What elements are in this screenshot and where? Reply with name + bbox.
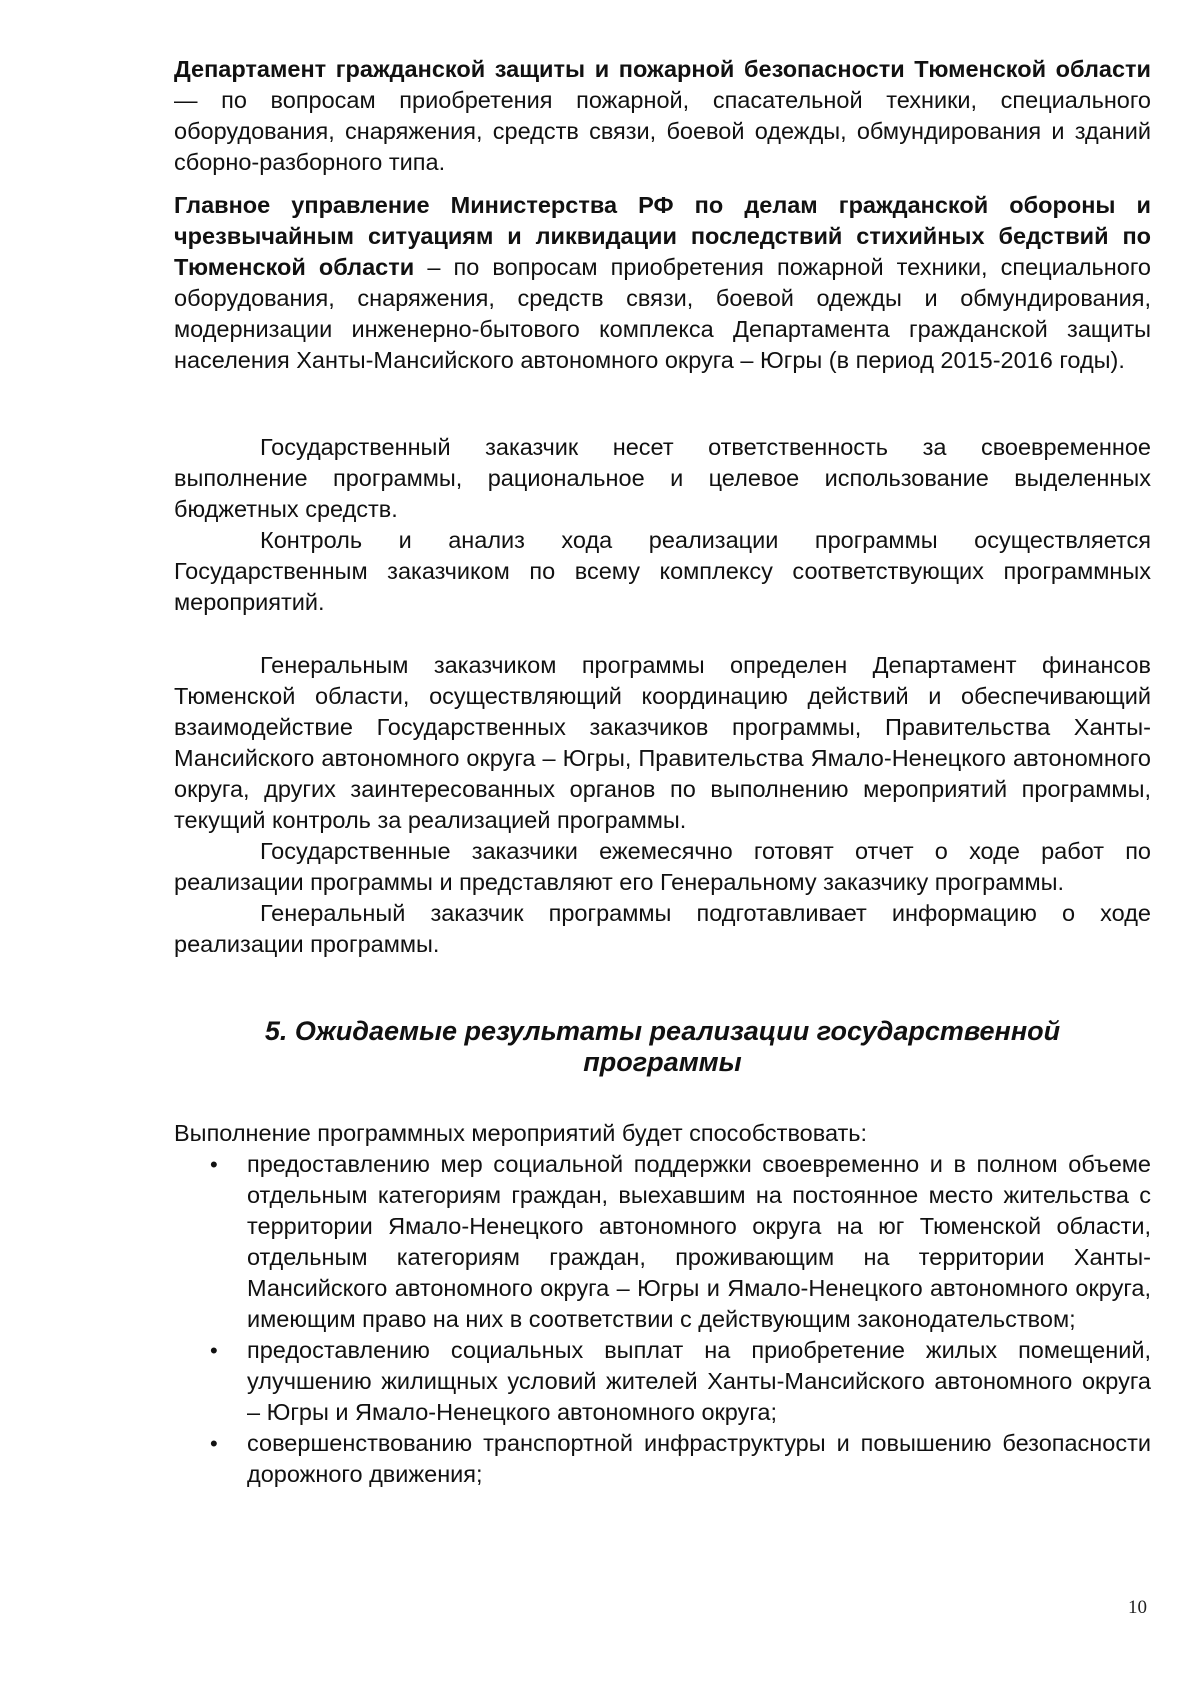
document-page bbox=[174, 54, 1151, 1490]
spacer bbox=[174, 618, 1151, 650]
paragraph-responsibility: Государственный заказчик несет ответственность за своевременное выполнение программы, рациональное и целевое использование выделенных бюджетных средств. bbox=[174, 434, 1151, 522]
intro-paragraph-civil-protection bbox=[174, 54, 1151, 178]
page-number: 10 bbox=[1128, 1597, 1147, 1618]
org-description: — по вопросам приобретения пожарной, спасательной техники, специального оборудования, снаряжения, средств связи, боевой одежды, обмундирования и зданий сборно-разборного типа. bbox=[174, 87, 1151, 175]
paragraph-monthly-report: Государственные заказчики ежемесячно готовят отчет о ходе работ по реализации программы и представляют его Генеральному заказчику программы. bbox=[174, 838, 1151, 895]
org-description: – по вопросам приобретения пожарной техники, специального оборудования, снаряжения, средств связи, боевой одежды и обмундирования, модернизации инженерно-бытового комплекса Департамента гражданской защиты населения Ханты-Мансийского автономного округа – Югры (в период 2015-2016 годы). bbox=[174, 254, 1151, 373]
list-item bbox=[174, 1149, 1151, 1335]
list-item bbox=[174, 1428, 1151, 1490]
spacer bbox=[174, 960, 1151, 1016]
list-item-text: предоставлению мер социальной поддержки своевременно и в полном объеме отдельным категориям граждан, выехавшим на постоянное место жительства с территории Ямало-Ненецкого автономного округа на юг Тюменской области, отдельным категориям граждан, проживающим на территории Ханты-Мансийского автономного округа – Югры и Ямало-Ненецкого автономного округа, имеющим право на них в соответствии с действующим законодательством; bbox=[247, 1151, 1151, 1332]
list-item bbox=[174, 1335, 1151, 1428]
intro-paragraph-emergency-ministry bbox=[174, 190, 1151, 376]
spacer bbox=[174, 388, 1151, 432]
section-heading bbox=[174, 1016, 1151, 1078]
org-name: Департамент гражданской защиты и пожарной безопасности Тюменской области bbox=[174, 56, 1151, 82]
paragraph-general-customer: Генеральным заказчиком программы определен Департамент финансов Тюменской области, осуществляющий координацию действий и обеспечивающий взаимодействие Государственных заказчиков программы, Правительства Ханты-Мансийского автономного округа – Югры, Правительства Ямало-Ненецкого автономного округа, других заинтересованных органов по выполнению мероприятий программы, текущий контроль за реализацией программы. bbox=[174, 652, 1151, 833]
paragraph-information: Генеральный заказчик программы подготавливает информацию о ходе реализации программы. bbox=[174, 900, 1151, 957]
section-heading-line1: 5. Ожидаемые результаты реализации государственной bbox=[264, 1016, 1061, 1046]
bullet-icon: • bbox=[210, 1152, 218, 1177]
bullet-icon: • bbox=[210, 1431, 218, 1456]
spacer bbox=[174, 1078, 1151, 1118]
bullet-icon: • bbox=[210, 1338, 218, 1363]
section-heading-line2: программы bbox=[583, 1047, 742, 1077]
results-list bbox=[174, 1149, 1151, 1490]
list-item-text: предоставлению социальных выплат на приобретение жилых помещений, улучшению жилищных условий жителей Ханты-Мансийского автономного округа – Югры и Ямало-Ненецкого автономного округа; bbox=[247, 1337, 1151, 1425]
list-item-text: совершенствованию транспортной инфраструктуры и повышению безопасности дорожного движения; bbox=[247, 1430, 1151, 1487]
paragraph-control: Контроль и анализ хода реализации программы осуществляется Государственным заказчиком по всему комплексу соответствующих программных мероприятий. bbox=[174, 527, 1151, 615]
section-lead: Выполнение программных мероприятий будет способствовать: bbox=[174, 1120, 868, 1146]
org-name: Главное управление Министерства РФ по делам гражданской обороны и чрезвычайным ситуациям и ликвидации последствий стихийных бедствий по Тюменской области bbox=[174, 192, 1151, 280]
